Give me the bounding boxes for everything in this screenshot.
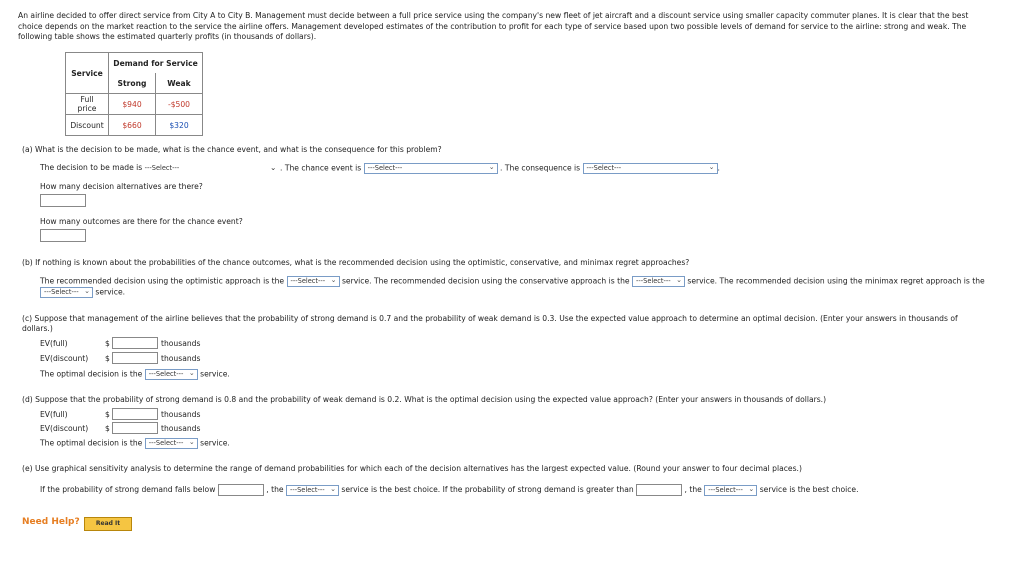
c-optimal-line [40, 369, 230, 380]
d-ev-discount-label: EV(discount) [40, 424, 89, 433]
cell-value: $940 [109, 94, 156, 115]
alternatives-input[interactable] [40, 194, 86, 207]
row-label: Discount [66, 115, 109, 136]
chevron-down-icon: ⌄ [676, 276, 682, 284]
d-ev-discount-input[interactable] [112, 422, 158, 434]
alternatives-question: How many decision alternatives are there? [40, 182, 203, 191]
decision-select[interactable] [145, 164, 275, 172]
optimal-label: The optimal decision is the [40, 438, 143, 448]
consequence-select[interactable] [583, 163, 718, 174]
cell-value: -$500 [156, 94, 203, 115]
dollar-sign: $ [105, 339, 110, 348]
optimal-label: The optimal decision is the [40, 369, 143, 379]
select-text: ---Select--- [367, 164, 403, 172]
cell-value: $660 [109, 115, 156, 136]
optimistic-label: The recommended decision using the optimistic approach is the [40, 276, 285, 286]
c-optimal-select[interactable] [145, 369, 198, 380]
b-line-1 [40, 276, 985, 287]
conservative-select[interactable] [632, 276, 685, 287]
chevron-down-icon: ⌄ [708, 163, 715, 171]
below-input[interactable] [218, 484, 264, 496]
table-row [66, 115, 203, 136]
select-text: ---Select--- [144, 164, 180, 172]
below-label: If the probability of strong demand falls below [40, 485, 216, 494]
question-c: (c) Suppose that management of the airline believes that the probability of strong demand is 0.7 and the probability of weak demand is 0.3. Use the expected value approach to determine an optimal decision. (Enter your answers in thousands of dollars.) [22, 314, 958, 333]
dollar-sign: $ [105, 354, 110, 363]
chance-select[interactable] [364, 163, 498, 174]
select-text: ---Select--- [148, 439, 184, 447]
consequence-label: . The consequence is [500, 163, 581, 173]
c-ev-discount-label: EV(discount) [40, 354, 89, 363]
d-ev-full-label: EV(full) [40, 410, 68, 419]
d-ev-full-input[interactable] [112, 408, 158, 420]
c-ev-full-label: EV(full) [40, 339, 68, 348]
chevron-down-icon[interactable]: ⌄ [270, 163, 277, 172]
mid-text: service is the best choice. If the probability of strong demand is greater than [341, 485, 634, 494]
d-optimal-line [40, 438, 230, 449]
service-header: Service [66, 53, 109, 94]
row-label: Full price [66, 94, 109, 115]
service-text: service. [200, 438, 230, 448]
outcomes-question: How many outcomes are there for the chance event? [40, 217, 243, 226]
question-b: (b) If nothing is known about the probabilities of the chance outcomes, what is the recommended decision using the optimistic, conservative, and minimax regret approaches? [22, 258, 690, 267]
select-text: ---Select--- [290, 277, 326, 285]
question-a: (a) What is the decision to be made, what is the chance event, and what is the consequence for this problem? [22, 145, 442, 154]
select-text: ---Select--- [148, 370, 184, 378]
minimax-label: service. The recommended decision using the minimax regret approach is the [687, 276, 985, 286]
thousands-label: thousands [161, 354, 201, 363]
thousands-label: thousands [161, 339, 201, 348]
demand-header: Demand for Service [109, 53, 203, 74]
chevron-down-icon: ⌄ [748, 484, 755, 493]
above-input[interactable] [636, 484, 682, 496]
thousands-label: thousands [161, 410, 201, 419]
need-help-label: Need Help? [22, 517, 80, 527]
chevron-down-icon: ⌄ [488, 163, 495, 171]
e-line [40, 484, 859, 496]
read-it-button[interactable]: Read It [84, 517, 132, 531]
above-select[interactable] [704, 485, 757, 496]
c-ev-full-input[interactable] [112, 337, 158, 349]
chance-label: . The chance event is [280, 163, 362, 173]
c-ev-discount-input[interactable] [112, 352, 158, 364]
outcomes-input[interactable] [40, 229, 86, 242]
the-text: , the [684, 485, 702, 494]
chance-line: . The chance event is ---Select--- ⌄ . The consequence is ---Select--- ⌄ . [280, 163, 720, 173]
weak-header: Weak [156, 73, 203, 94]
optimistic-select[interactable] [287, 276, 340, 287]
select-text: ---Select--- [708, 485, 743, 494]
minimax-select[interactable] [40, 287, 93, 298]
strong-header: Strong [109, 73, 156, 94]
conservative-label: service. The recommended decision using the conservative approach is the [341, 276, 630, 286]
below-select[interactable] [286, 485, 339, 496]
problem-intro: An airline decided to offer direct service from City A to City B. Management must decide between a full price service using the company's new fleet of jet aircraft and a discount service using smaller capacity commuter planes. It is clear that the best choice depends on the market reaction to the service the airline offers. Management developed estimates of the contribution to profit for each type of service based upon two possible levels of demand for service to the airline: strong and weak. The following table shows the estimated quarterly profits (in thousands of dollars). [18, 11, 969, 41]
question-e: (e) Use graphical sensitivity analysis to determine the range of demand probabilities for which each of the decision alternatives has the largest expected value. (Round your answer to four decimal places.) [22, 464, 802, 473]
decision-line [40, 163, 275, 172]
chevron-down-icon: ⌄ [188, 369, 195, 377]
the-text: , the [266, 485, 284, 494]
chevron-down-icon: ⌄ [330, 276, 337, 284]
chevron-down-icon: ⌄ [188, 438, 195, 446]
b-end-text: service. [95, 287, 126, 297]
select-text: ---Select--- [636, 277, 671, 285]
question-d: (d) Suppose that the probability of strong demand is 0.8 and the probability of weak demand is 0.2. What is the optimal decision using the expected value approach? (Enter your answers in thousands of dollars.) [22, 395, 827, 404]
thousands-label: thousands [161, 424, 201, 433]
chevron-down-icon: ⌄ [330, 484, 336, 493]
decision-label: The decision to be made is [40, 163, 143, 172]
dollar-sign: $ [105, 424, 110, 433]
d-optimal-select[interactable] [145, 438, 198, 449]
service-text: service. [200, 369, 230, 379]
cell-value: $320 [156, 115, 203, 136]
dollar-sign: $ [105, 410, 110, 419]
select-text: ---Select--- [289, 485, 325, 494]
chevron-down-icon: ⌄ [84, 287, 90, 295]
profit-table [65, 52, 203, 136]
select-text: ---Select--- [586, 164, 622, 172]
select-text: ---Select--- [44, 288, 79, 296]
table-row [66, 94, 203, 115]
b-line-2 [40, 287, 125, 298]
e-end-text: service is the best choice. [759, 485, 859, 494]
